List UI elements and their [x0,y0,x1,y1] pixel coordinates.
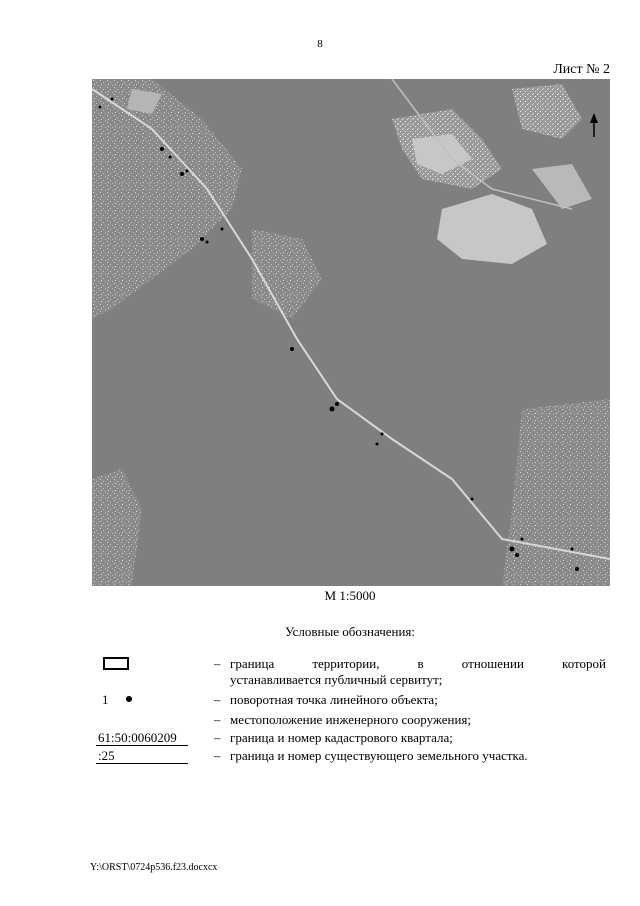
map-scale: М 1:5000 [324,588,376,603]
turning-point-icon [126,696,132,702]
footer-file-path: Y:\ORST\0724p536.f23.docxcx [90,862,218,873]
map-graphic [92,79,610,586]
legend-text: граница территории, в отношении которой [230,656,606,671]
legend-dash: – [214,692,221,707]
legend-item-turning-point [92,692,606,708]
cadastral-quarter-number: 61:50:0060209 [98,730,177,745]
legend-symbol-cadastral-quarter [92,730,202,746]
legend-item-land-plot [92,748,606,764]
legend-text: поворотная точка линейного объекта; [230,692,438,707]
legend-dash: – [214,656,221,671]
legend-dash: – [214,748,221,763]
legend-symbol-point [92,692,202,708]
legend-item-cadastral-quarter [92,730,606,746]
legend-text: граница и номер существующего земельного участка. [230,748,528,763]
land-plot-line [96,763,188,764]
legend-symbol-rectangle [92,656,202,672]
legend-dash: – [214,712,221,727]
legend-item-engineering-structure [92,712,606,728]
legend-dash: – [214,730,221,745]
cadastral-quarter-line [96,745,188,746]
sheet-label: Лист № 2 [553,62,610,77]
legend-text-continued: устанавливается публичный сервитут; [230,672,443,687]
legend-text: местоположение инженерного сооружения; [230,712,472,727]
territory-boundary-icon [103,657,129,670]
legend-text: граница и номер кадастрового квартала; [230,730,453,745]
legend-symbol-land-plot [92,748,202,764]
page-number: 8 [317,38,323,50]
legend-title: Условные обозначения: [284,624,416,639]
land-plot-number: :25 [98,748,115,763]
point-number: 1 [102,692,109,707]
legend-item-territory-boundary [92,656,606,690]
satellite-map [92,79,610,586]
